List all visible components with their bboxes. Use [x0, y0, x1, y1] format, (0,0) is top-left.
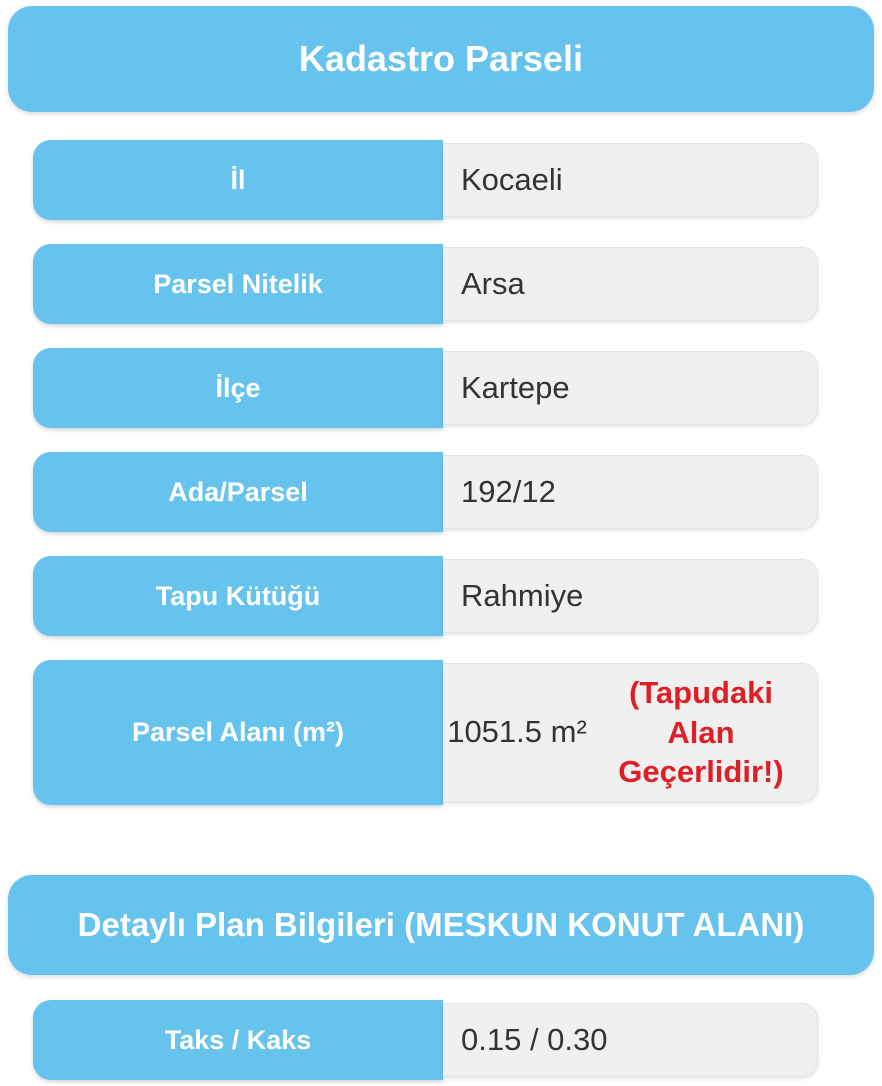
- row-value-parsel-nitelik: Arsa: [443, 247, 818, 321]
- table-row-parsel-nitelik: [33, 244, 818, 324]
- table-row-parsel-alani: [33, 660, 818, 805]
- row-label-il: İl: [33, 140, 443, 220]
- row-value-parsel-alani: [443, 663, 818, 802]
- table-row-il: [33, 140, 818, 220]
- kadastro-table: [33, 140, 818, 805]
- table-row-taks-kaks: [33, 1000, 818, 1080]
- plan-table: [33, 1000, 818, 1080]
- row-label-parsel-nitelik: Parsel Nitelik: [33, 244, 443, 324]
- table-row-ilce: [33, 348, 818, 428]
- row-value-ada-parsel: 192/12: [443, 455, 818, 529]
- table-row-ada-parsel: [33, 452, 818, 532]
- row-label-taks-kaks: Taks / Kaks: [33, 1000, 443, 1080]
- row-label-ada-parsel: Ada/Parsel: [33, 452, 443, 532]
- row-value-taks-kaks: 0.15 / 0.30: [443, 1003, 818, 1077]
- row-value-il: Kocaeli: [443, 143, 818, 217]
- section-title-detayli-plan-text: Detaylı Plan Bilgileri (MESKUN KONUT ALANI): [77, 906, 805, 943]
- section-title-kadastro: [8, 6, 874, 112]
- row-label-parsel-alani: Parsel Alanı (m²): [33, 660, 443, 805]
- row-value-tapu-kutugu: Rahmiye: [443, 559, 818, 633]
- row-label-tapu-kutugu: Tapu Kütüğü: [33, 556, 443, 636]
- row-value-ilce: Kartepe: [443, 351, 818, 425]
- parsel-alani-value: 1051.5 m²: [447, 714, 587, 750]
- parsel-alani-warning-note: (Tapudaki Alan Geçerlidir!): [618, 674, 784, 790]
- row-label-ilce: İlçe: [33, 348, 443, 428]
- table-row-tapu-kutugu: [33, 556, 818, 636]
- section-title-kadastro-text: Kadastro Parseli: [298, 38, 584, 79]
- section-title-detayli-plan: [8, 875, 874, 975]
